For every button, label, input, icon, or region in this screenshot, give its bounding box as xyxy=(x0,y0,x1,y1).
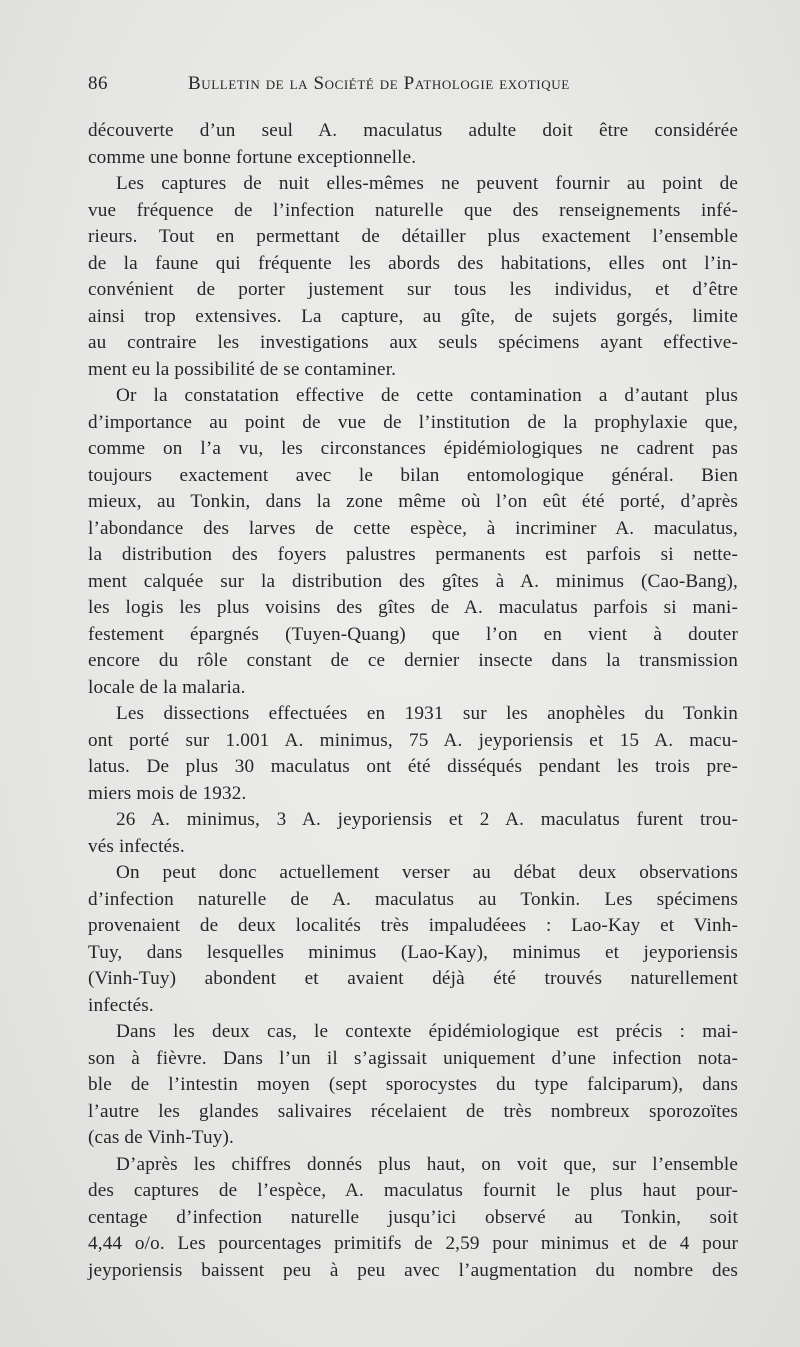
text-line: miers mois de 1932. xyxy=(88,782,247,804)
page-number: 86 xyxy=(88,73,108,94)
text-line: vés infectés. xyxy=(88,835,185,857)
text-line: découverte d’un seul A. maculatus adulte doit être considérée xyxy=(88,120,738,141)
text-line: D’après les chiffres donnés plus haut, on voit que, sur l’ensemble xyxy=(116,1153,738,1175)
running-header xyxy=(88,73,740,101)
text-line: la distribution des foyers palustres permanents est parfois si nette- xyxy=(88,544,738,565)
text-line: toujours exactement avec le bilan entomologique général. Bien xyxy=(88,464,738,486)
text-line: (cas de Vinh-Tuy). xyxy=(88,1127,234,1148)
text-line: de la faune qui fréquente les abords des habitations, elles ont l’in- xyxy=(88,252,738,274)
text-line: (Vinh-Tuy) abondent et avaient déjà été trouvés naturellement xyxy=(88,968,738,989)
text-line: ment calquée sur la distribution des gîtes à A. minimus (Cao-Bang), xyxy=(88,570,738,592)
body-text xyxy=(88,118,738,1284)
text-line: ment eu la possibilité de se contaminer. xyxy=(88,358,397,380)
text-line: comme on l’a vu, les circonstances épidémiologiques ne cadrent pas xyxy=(88,438,738,459)
text-line: Les captures de nuit elles-mêmes ne peuvent fournir au point de xyxy=(116,173,738,194)
text-line: encore du rôle constant de ce dernier insecte dans la transmission xyxy=(88,650,738,671)
text-line: ainsi trop extensives. La capture, au gîte, de sujets gorgés, limite xyxy=(88,305,738,327)
text-line: rieurs. Tout en permettant de détailler plus exactement l’ensemble xyxy=(88,226,738,247)
text-line: l’abondance des larves de cette espèce, à incriminer A. maculatus, xyxy=(88,517,738,539)
text-line: d’importance au point de vue de l’institution de la prophylaxie que, xyxy=(88,411,738,433)
text-line: infectés. xyxy=(88,994,154,1016)
text-line: mieux, au Tonkin, dans la zone même où l’on eût été porté, d’après xyxy=(88,491,738,512)
text-line: son à fièvre. Dans l’un il s’agissait uniquement d’une infection nota- xyxy=(88,1047,738,1069)
text-line: locale de la malaria. xyxy=(88,676,246,698)
text-line: les logis les plus voisins des gîtes de A. maculatus parfois si mani- xyxy=(88,597,738,618)
text-line: comme une bonne fortune exceptionnelle. xyxy=(88,146,417,168)
text-line: des captures de l’espèce, A. maculatus fournit le plus haut pour- xyxy=(88,1180,738,1201)
text-line: ble de l’intestin moyen (sept sporocystes du type falciparum), dans xyxy=(88,1074,738,1095)
text-line: ont porté sur 1.001 A. minimus, 75 A. jeyporiensis et 15 A. macu- xyxy=(88,729,738,751)
text-line: Les dissections effectuées en 1931 sur les anophèles du Tonkin xyxy=(116,703,738,724)
text-line: jeyporiensis baissent peu à peu avec l’augmentation du nombre des xyxy=(88,1259,738,1281)
text-line: 4,44 o/o. Les pourcentages primitifs de 2,59 pour minimus et de 4 pour xyxy=(88,1233,738,1254)
text-line: d’infection naturelle de A. maculatus au Tonkin. Les spécimens xyxy=(88,888,738,910)
text-line: centage d’infection naturelle jusqu’ici observé au Tonkin, soit xyxy=(88,1206,738,1228)
text-line: vue fréquence de l’infection naturelle que des renseignements infé- xyxy=(88,199,738,221)
text-line: l’autre les glandes salivaires récelaient de très nombreux sporozoïtes xyxy=(88,1100,738,1122)
text-line: On peut donc actuellement verser au débat deux observations xyxy=(116,862,738,883)
running-title: Bulletin de la Société de Pathologie exotique xyxy=(188,73,570,94)
text-line: Dans les deux cas, le contexte épidémiologique est précis : mai- xyxy=(116,1021,738,1042)
text-line: festement épargnés (Tuyen-Quang) que l’on en vient à douter xyxy=(88,623,738,645)
text-line: 26 A. minimus, 3 A. jeyporiensis et 2 A. maculatus furent trou- xyxy=(116,809,738,830)
text-line: convénient de porter justement sur tous les individus, et d’être xyxy=(88,279,738,300)
text-line: Or la constatation effective de cette contamination a d’autant plus xyxy=(116,385,738,406)
text-line: provenaient de deux localités très impaludéees : Lao-Kay et Vinh- xyxy=(88,915,738,936)
text-line: Tuy, dans lesquelles minimus (Lao-Kay), minimus et jeyporiensis xyxy=(88,941,738,963)
text-line: au contraire les investigations aux seuls spécimens ayant effective- xyxy=(88,332,738,353)
text-line: latus. De plus 30 maculatus ont été disséqués pendant les trois pre- xyxy=(88,756,738,777)
